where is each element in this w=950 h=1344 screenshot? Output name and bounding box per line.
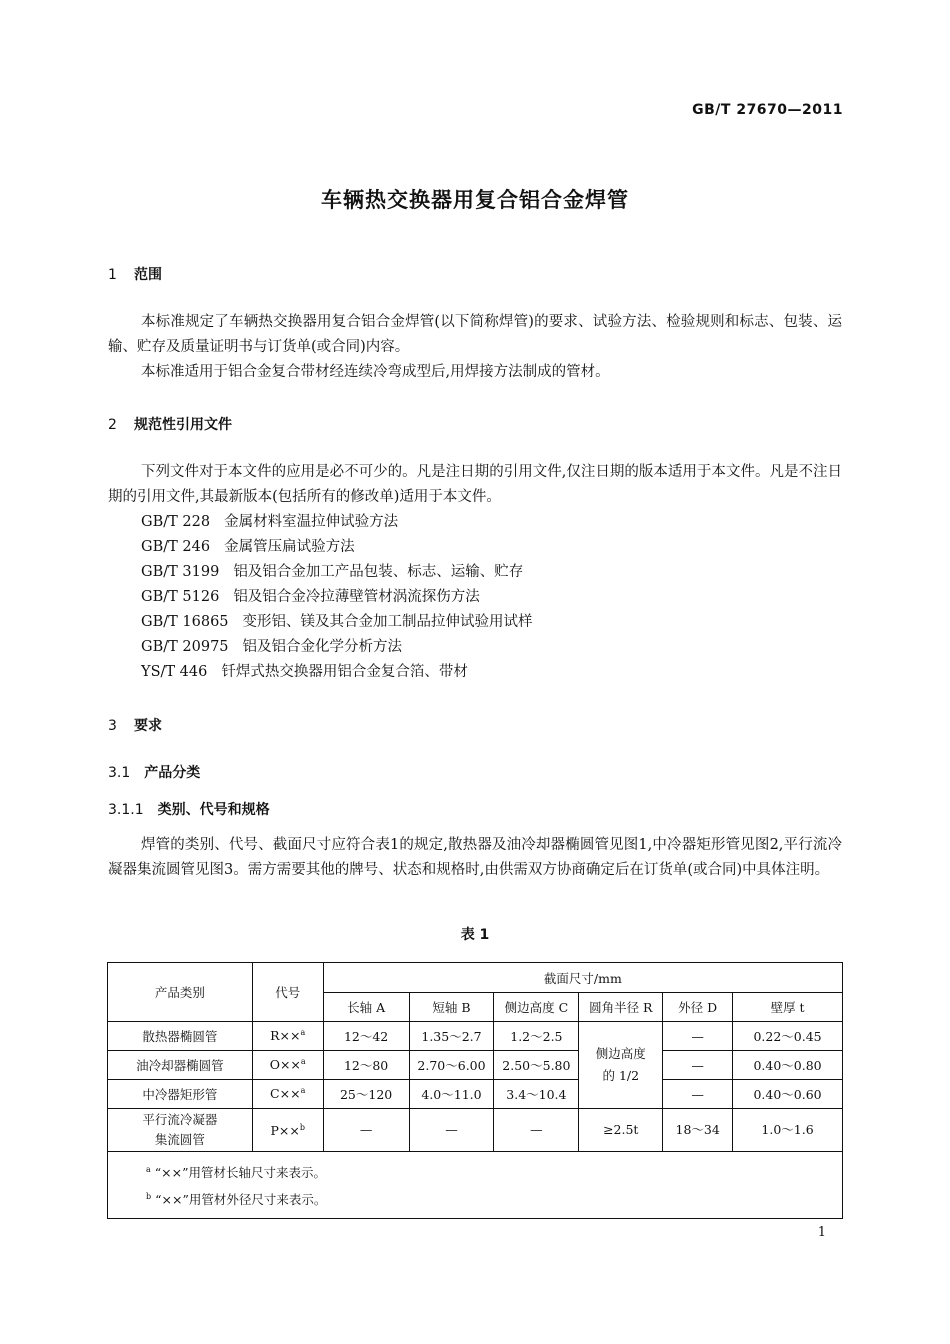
reference-code: GB/T 16865 — [141, 614, 229, 630]
header-section-size: 截面尺寸/mm — [323, 963, 842, 993]
reference-item — [141, 560, 523, 585]
section-title: 类别、代号和规格 — [157, 802, 270, 818]
header-wall-thickness: 壁厚 t — [733, 993, 843, 1022]
reference-title: 铝及铝合金化学分析方法 — [242, 639, 403, 655]
cell-side-height: 1.2～2.5 — [494, 1022, 579, 1051]
reference-item — [141, 585, 480, 610]
cell-code: O××$^a$ — [252, 1051, 323, 1080]
reference-code: GB/T 228 — [141, 514, 211, 530]
reference-title: 金属管压扁试验方法 — [224, 539, 355, 555]
cell-category: 平行流冷凝器 集流圆管 — [108, 1109, 253, 1152]
section-number: 3.1 — [108, 765, 131, 781]
reference-code: GB/T 5126 — [141, 589, 220, 605]
section-title: 规范性引用文件 — [134, 417, 232, 433]
reference-item — [141, 510, 398, 535]
section-1-heading — [108, 264, 162, 284]
header-corner-radius: 圆角半径 R — [579, 993, 663, 1022]
section-3-1-heading — [108, 762, 200, 782]
cell-wall-thickness: 1.0～1.6 — [733, 1109, 843, 1152]
cell-short-axis: 1.35～2.7 — [409, 1022, 494, 1051]
section-3-1-1-heading — [108, 799, 270, 819]
reference-title: 钎焊式热交换器用铝合金复合箔、带材 — [221, 664, 468, 680]
header-code: 代号 — [252, 963, 323, 1022]
document-title: 车辆热交换器用复合铝合金焊管 — [321, 188, 629, 212]
reference-title: 金属材料室温拉伸试验方法 — [224, 514, 399, 530]
cell-corner-radius-merged: 侧边高度 的 1/2 — [579, 1022, 663, 1109]
reference-title: 铝及铝合金加工产品包装、标志、运输、贮存 — [233, 564, 524, 580]
spec-table — [107, 962, 843, 1219]
cell-side-height: 2.50～5.80 — [494, 1051, 579, 1080]
section-number: 3.1.1 — [108, 802, 144, 818]
reference-item — [141, 635, 402, 660]
table-row — [108, 1051, 843, 1080]
header-side-height: 侧边高度 C — [494, 993, 579, 1022]
section-2-heading — [108, 414, 232, 434]
cell-code: R××$^a$ — [252, 1022, 323, 1051]
section-3-1-1-paragraph: 焊管的类别、代号、截面尺寸应符合表1的规定,散热器及油冷却器椭圆管见图1,中冷器矩形管见图2,平行流冷凝器集流圆管见图3。需方需要其他的牌号、状态和规格时,由供需双方协商确定后在订货单(或合同)中具体注明。 — [108, 837, 842, 878]
standard-number: GB/T 27670—2011 — [692, 102, 843, 118]
section-1-paragraph-1: 本标准规定了车辆热交换器用复合铝合金焊管(以下简称焊管)的要求、试验方法、检验规则和标志、包装、运输、贮存及质量证明书与订货单(或合同)内容。 — [108, 314, 842, 355]
reference-title: 铝及铝合金冷拉薄壁管材涡流探伤方法 — [233, 589, 480, 605]
section-number: 3 — [108, 718, 117, 734]
table-caption: 表 1 — [460, 927, 490, 943]
table-note: $^a$ “××”用管材长轴尺寸来表示。 — [146, 1165, 327, 1181]
section-number: 1 — [108, 267, 117, 283]
table-note: $^b$ “××”用管材外径尺寸来表示。 — [146, 1192, 327, 1208]
header-short-axis: 短轴 B — [409, 993, 494, 1022]
cell-long-axis: 12～80 — [323, 1051, 409, 1080]
section-1-paragraph-2: 本标准适用于铝合金复合带材经连续冷弯成型后,用焊接方法制成的管材。 — [141, 364, 610, 380]
header-outer-diameter: 外径 D — [663, 993, 733, 1022]
cell-long-axis: — — [323, 1109, 409, 1152]
table-row — [108, 1109, 843, 1152]
cell-category: 中冷器矩形管 — [108, 1080, 253, 1109]
cell-code: P××$^b$ — [252, 1109, 323, 1152]
table-header-row — [108, 963, 843, 993]
table-notes-row — [108, 1152, 843, 1219]
cell-category: 散热器椭圆管 — [108, 1022, 253, 1051]
section-number: 2 — [108, 417, 117, 433]
cell-short-axis: — — [409, 1109, 494, 1152]
cell-side-height: — — [494, 1109, 579, 1152]
table-row — [108, 1022, 843, 1051]
cell-wall-thickness: 0.40～0.60 — [733, 1080, 843, 1109]
cell-outer-diameter: — — [663, 1022, 733, 1051]
section-title: 产品分类 — [144, 765, 201, 781]
cell-outer-diameter: — — [663, 1051, 733, 1080]
cell-code: C××$^a$ — [252, 1080, 323, 1109]
cell-short-axis: 2.70～6.00 — [409, 1051, 494, 1080]
section-title: 要求 — [134, 718, 162, 734]
reference-item — [141, 610, 533, 635]
cell-category: 油冷却器椭圆管 — [108, 1051, 253, 1080]
cell-long-axis: 25～120 — [323, 1080, 409, 1109]
reference-code: GB/T 3199 — [141, 564, 220, 580]
cell-wall-thickness: 0.22～0.45 — [733, 1022, 843, 1051]
section-2-paragraph-1: 下列文件对于本文件的应用是必不可少的。凡是注日期的引用文件,仅注日期的版本适用于本文件。凡是不注日期的引用文件,其最新版本(包括所有的修改单)适用于本文件。 — [108, 464, 842, 505]
section-3-heading — [108, 715, 162, 735]
reference-title: 变形铝、镁及其合金加工制品拉伸试验用试样 — [242, 614, 533, 630]
cell-short-axis: 4.0～11.0 — [409, 1080, 494, 1109]
cell-outer-diameter: 18～34 — [663, 1109, 733, 1152]
page-number: 1 — [817, 1225, 826, 1240]
header-long-axis: 长轴 A — [323, 993, 409, 1022]
header-category: 产品类别 — [108, 963, 253, 1022]
cell-outer-diameter: — — [663, 1080, 733, 1109]
reference-item — [141, 535, 355, 560]
table-row — [108, 1080, 843, 1109]
reference-code: GB/T 246 — [141, 539, 211, 555]
cell-long-axis: 12～42 — [323, 1022, 409, 1051]
cell-wall-thickness: 0.40～0.80 — [733, 1051, 843, 1080]
reference-code: GB/T 20975 — [141, 639, 229, 655]
table-notes — [108, 1152, 843, 1219]
cell-corner-radius: ≥2.5t — [579, 1109, 663, 1152]
section-title: 范围 — [134, 267, 162, 283]
reference-code: YS/T 446 — [141, 664, 208, 680]
cell-side-height: 3.4～10.4 — [494, 1080, 579, 1109]
reference-item — [141, 660, 468, 685]
